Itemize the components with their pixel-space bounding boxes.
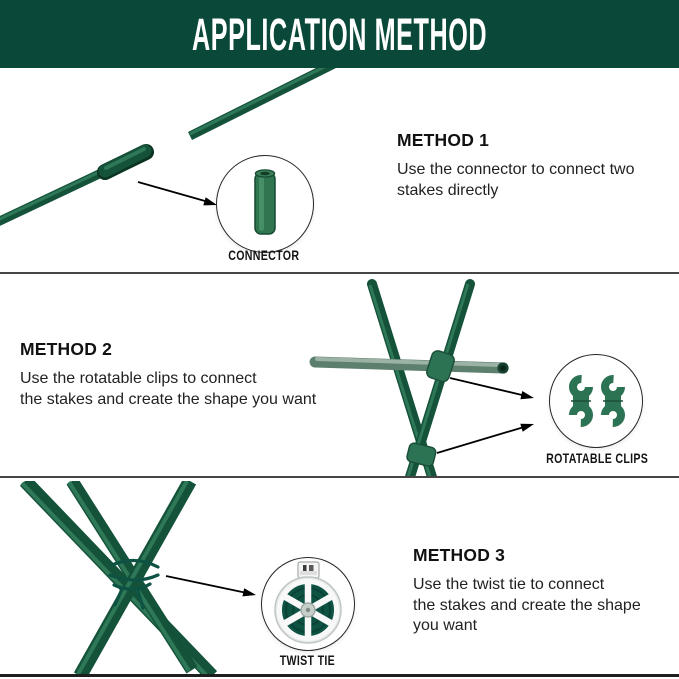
arrow-icon [437,424,534,453]
arrow-icon [166,576,256,596]
arrow-icon [450,378,534,399]
twist-tie-label-wrap [237,652,377,668]
method-1-body-line: stakes directly [397,181,499,199]
method-3-heading: METHOD 3 [413,545,506,565]
page-title: APPLICATION METHOD [191,8,488,60]
arrow-icon [138,182,217,205]
twist-tie-label: TWIST TIE [279,652,335,668]
twist-tie-callout [261,557,355,651]
bottom-border [0,674,679,677]
twist-tie-icon [262,558,354,650]
rotatable-clips-label: ROTATABLE CLIPS [545,450,649,466]
connector-label-wrap [194,247,334,263]
method-3-text-block [413,545,679,637]
method-2-body-line: the stakes and create the shape you want [20,390,317,408]
method-1-body-line: Use the connector to connect two [397,161,635,178]
method-3-body-line: the stakes and create the shape [413,596,641,614]
connector-label: CONNECTOR [228,247,300,263]
rotatable-clips-callout [549,354,643,448]
stake [190,60,338,136]
connector-callout [216,155,314,253]
method-1-text-block [397,130,672,201]
section-divider [0,476,679,478]
rotatable-clips-label-wrap [525,450,669,466]
method-1-heading: METHOD 1 [397,130,490,150]
method-3-body-line: you want [413,617,478,634]
rotatable-clips-icon [550,355,642,447]
method-2-body-line: Use the rotatable clips to connect [20,370,257,387]
section-divider [0,272,679,274]
method-2-text-block [20,339,380,410]
header-banner [0,0,679,68]
method-2-heading: METHOD 2 [20,339,113,359]
connector-icon [217,156,313,252]
stake [0,148,150,228]
method-3-body-line: Use the twist tie to connect [413,576,605,593]
